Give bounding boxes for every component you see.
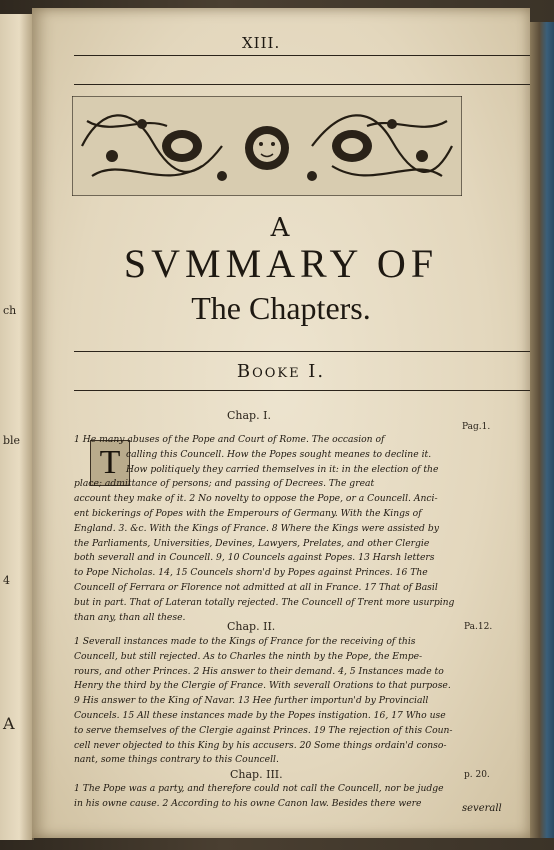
summary-line: calling this Councell. How the Popes sought meanes to decline it. [126,448,432,460]
summary-line: to Pope Nicholas. 14, 15 Councels shorn'd by Popes against Princes. 16 The [74,567,428,579]
summary-line: in his owne cause. 2 According to his owne Canon law. Besides there were [74,797,422,809]
summary-line: but in part. That of Lateran totally rejected. The Councell of Trent more usurping [74,596,455,608]
summary-line: rours, and other Princes. 2 His answer to their demand. 4, 5 Instances made to [74,665,444,677]
summary-line: 1 The Pope was a party, and therefore could not call the Councell, nor be judge [74,783,444,794]
summary-line: than any, than all these. [74,611,186,623]
running-head: XIII. [242,34,281,52]
facing-page-fragment: ch [3,304,17,317]
summary-line: the Parliaments, Universities, Devines, Lawyers, Prelates, and other Clergie [74,537,430,549]
facing-page-fragment: A [3,714,15,733]
booke-rule [74,351,530,352]
summary-line: ent bickerings of Popes with the Emperours of Germany. With the Kings of [74,507,422,519]
chapter-summary [74,433,494,625]
summary-line: Henry the third by the Clergie of France. With severall Orations to that purpose. [74,680,451,692]
summary-line: cell never objected to this King by his accusers. 20 Some things ordain'd conso- [74,739,447,751]
booke-rule [74,390,530,391]
summary-line: account they make of it. 2 No novelty to oppose the Pope, or a Councell. Anci- [74,493,438,505]
catchword: severall [462,803,502,814]
chapter-summary [74,635,494,768]
page-reference: Pa.12. [464,622,493,632]
facing-page-fragment: ble [3,434,21,447]
title-chapters: The Chapters. [191,290,371,326]
drop-capital: T [90,440,130,486]
chapter-heading: Chap. II. [227,620,276,633]
page-reference: Pag.1. [462,422,491,432]
summary-line: 9 His answer to the King of Navar. 13 Hee further importun'd by Provinciall [74,695,429,707]
title-article: A [270,213,292,243]
header-rule [74,55,530,56]
summary-line: nant, some things contrary to this Councell. [74,754,279,766]
facing-page-fragment: 4 [3,574,10,587]
book-page [32,8,530,838]
header-rule [74,84,530,85]
chapter-summary [74,782,494,812]
summary-line: place; admittance of persons; and passing of Decrees. The great [74,478,375,490]
summary-line: Councell of Ferrara or Florence not admitted at all in France. 17 That of Basil [74,581,438,593]
ornamental-headpiece [72,96,462,196]
summary-line: 1 He many abuses of the Pope and Court of Rome. The occasion of [74,434,385,445]
summary-line: Councels. 15 All these instances made by the Popes instigation. 16, 17 Who use [74,709,446,721]
summary-line: 1 Severall instances made to the Kings of France for the receiving of this [74,636,416,647]
summary-line: England. 3. &c. With the Kings of France. 8 Where the Kings were assisted by [74,522,439,534]
chapter-heading: Chap. III. [230,768,283,781]
summary-line: How politiquely they carried themselves in it: in the election of the [126,463,439,475]
book-cover-edge [530,22,554,838]
summary-line: to serve themselves of the Clergie against Princes. 19 The rejection of this Coun- [74,724,453,736]
facing-page-edge [0,14,34,840]
title-summary: SVMMARY OF [123,241,439,286]
summary-line: both severall and in Councell. 9, 10 Councels against Popes. 13 Harsh letters [74,552,435,564]
chapter-heading: Chap. I. [227,409,271,422]
summary-line: Councell, but still rejected. As to Charles the ninth by the Pope, the Empe- [74,650,423,662]
booke-heading: Booke I. [236,361,326,382]
page-reference: p. 20. [464,770,490,780]
